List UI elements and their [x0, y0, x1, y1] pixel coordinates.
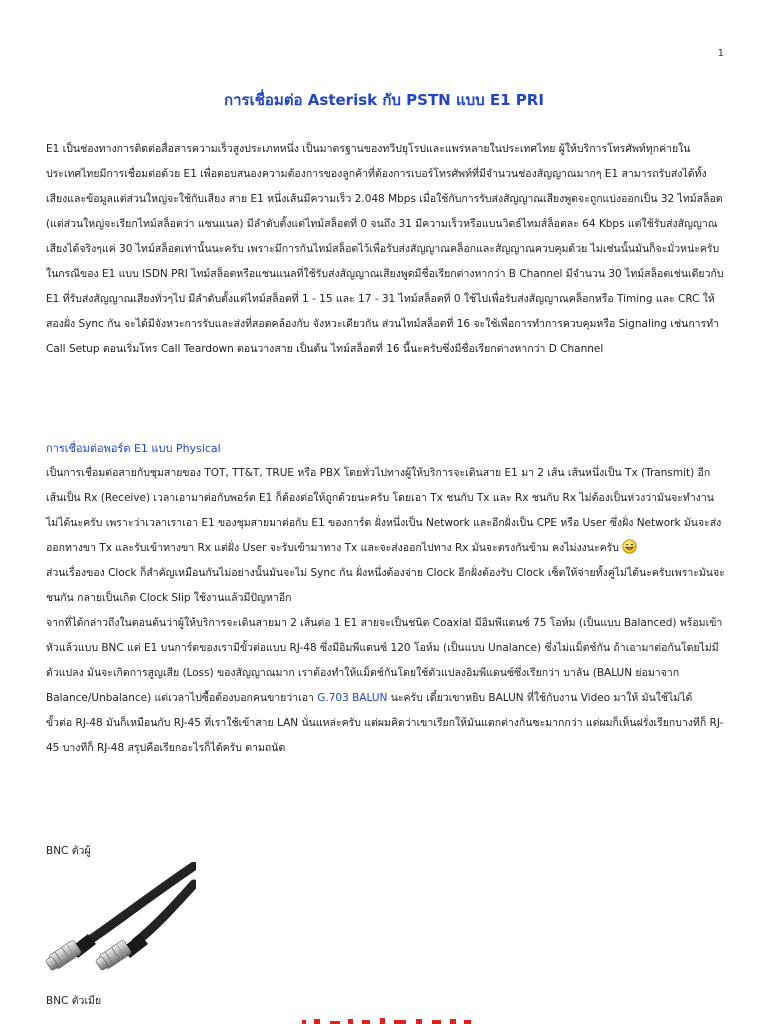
intro-section: [46, 137, 726, 362]
physical-paragraph-3: [46, 611, 726, 711]
physical-section: [46, 436, 726, 761]
cut-off-red-text-fragment: [296, 1016, 476, 1024]
physical-paragraph-3-text: จากที่ได้กล่าวถึงในตอนต้นว่าผู้ให้บริการจะเดินสายมา 2 เส้นต่อ 1 E1 สายจะเป็นชนิด Coaxial มีอิมพีแดนซ์ 75 โอห์ม (เป็นแบบ Balanced) พร้อมเข้าหัวแล้วแบบ BNC แต่ E1 บนการ์ดของเรามีขั้วต่อแบบ RJ-48 ซึ่งมีอิมพีแดนซ์ 120 โอห์ม (เป็นแบบ Unalance) ซึ่งไม่แม็ตช์กัน ถ้าเอามาต่อกันโดยไม่มีตัวแปลง มันจะเกิดการสูญเสีย (Loss) ของสัญญาณมาก เราต้องทำให้แม็ตช์กันโดยใช้ตัวแปลงอิมพีแดนซ์ซึ่งเรียกว่า บาลัน (BALUN ย่อมาจาก Balance/Unbalance) แต่เวลาไปซื้อต้องบอกคนขายว่าเอา: [46, 617, 723, 704]
bnc-female-label: BNC ตัวเมีย: [46, 995, 102, 1007]
page-number: 1: [717, 48, 724, 59]
physical-paragraph-4: ขั้วต่อ RJ-48 มันก็เหมือนกับ RJ-45 ที่เราใช้เข้าสาย LAN นั่นแหล่ะครับ แต่ผมคิดว่าเขาเรียกให้มันแตกต่างกันซะมากกว่า แต่ผมก็เห็นฝรั่งเรียกบางทีก็ RJ-45 บางทีก็ RJ-48 สรุปคือเรียกอะไรก็ได้ครับ ตามถนัด: [46, 717, 724, 754]
bnc-male-label: BNC ตัวผู้: [46, 845, 91, 857]
physical-paragraph-3-tail: นะครับ เดี๋ยวเขาหยิบ BALUN ที่ใช้กับงาน Video มาให้ มันใช้ไม่ได้: [390, 692, 693, 704]
g703-balun-link[interactable]: G.703 BALUN: [317, 692, 388, 704]
physical-paragraph-2: ส่วนเรื่องของ Clock ก็สำคัญเหมือนกันไม่อย่างนั้นมันจะไม่ Sync กัน ฝั่งหนึ่งต้องจ่าย Clock อีกฝั่งต้องรับ Clock เซ็ตให้จ่ายทั้งคู่ไม่ได้นะครับเพราะมันจะชนกัน กลายเป็นเกิด Clock Slip ใช้งานแล้วมีปัญหาอีก: [46, 567, 725, 604]
page-title: การเชื่อมต่อ Asterisk กับ PSTN แบบ E1 PRI: [224, 91, 544, 109]
section-heading-physical: การเชื่อมต่อพอร์ต E1 แบบ Physical: [46, 442, 221, 455]
intro-paragraph-2: ในกรณีของ E1 แบบ ISDN PRI ไทม์สล็อตหรือแชนแนลที่ใช้รับส่งสัญญาณเสียงพูดมีชื่อเรียกต่างหากว่า B Channel มีจำนวน 30 ไทม์สล็อตเช่นเดียวกับ E1 ที่รับส่งสัญญาณเสียงทั่วๆไป มีลำดับตั้งแต่ไทม์สล็อตที่ 1 - 15 และ 17 - 31 ไทม์สล็อตที่ 0 ใช้ไปเพื่อรับส่งสัญญาณคล็อกหรือ Timing และ CRC ให้สองฝั่ง Sync กัน จะได้มีจังหวะการรับและส่งที่สอดคล้องกับ จังหวะเดียวกัน ส่วนไทม์สล็อตที่ 16 จะใช้เพื่อการทำการควบคุมหรือ Signaling เช่นการทำ Call Setup ตอนเริ่มโทร Call Teardown ตอนวางสาย เป็นต้น ไทม์สล็อตที่ 16 นี้นะครับซึ่งมีชื่อเรียกต่างหากว่า D Channel: [46, 268, 724, 355]
physical-paragraph-1: [46, 461, 726, 561]
bnc-male-connector-icon: [44, 862, 196, 980]
intro-paragraph-1: E1 เป็นช่องทางการติดต่อสื่อสารความเร็วสูงประเภทหนึ่ง เป็นมาตรฐานของทวีปยุโรปและแพร่หลายในประเทศไทย ผู้ให้บริการโทรศัพท์ทุกค่ายในประเทศไทยมีการเชื่อมต่อด้วย E1 เพื่อตอบสนองความต้องการของลูกค้าที่ต้องการเบอร์โทรศัพท์ที่มีจำนวนช่องสัญญาณมากๆ E1 สามารถรับส่งได้ทั้งเสียงและข้อมูลแต่ส่วนใหญ่จะใช้กับเสียง สาย E1 หนึ่งเส้นมีความเร็ว 2.048 Mbps เมื่อใช้กับการรับส่งสัญญาณเสียงพูดจะถูกแบ่งออกเป็น 32 ไทม์สล็อต (แต่ส่วนใหญ่จะเรียกไทม์สล็อตว่า แชนแนล) มีลำดับตั้งแต่ไทม์สล็อตที่ 0 จนถึง 31 มีความเร็วหรือแบนวิดธ์ไทมส์ล็อตละ 64 Kbps แต่ใช้รับส่งสัญญาณเสียงได้จริงๆแค่ 30 ไทม์สล็อตเท่านั้นนะครับ เพราะมีการกันไทม์สล็อตไว้เพื่อรับส่งสัญญาณคล็อกและสัญญาณควบคุมด้วย ไม่เช่นนั้นมันก็จะมั่วหน่ะครับ: [46, 143, 723, 255]
grinning-smiley-icon: [622, 539, 637, 554]
physical-paragraph-1-text: เป็นการเชื่อมต่อสายกับชุมสายของ TOT, TT&T, TRUE หรือ PBX โดยทั่วไปทางผู้ให้บริการจะเดินสาย E1 มา 2 เส้น เส้นหนึ่งเป็น Tx (Transmit) อีกเส้นเป็น Rx (Receive) เวลาเอามาต่อกับพอร์ต E1 ก็ต้องต่อให้ถูกด้วยนะครับ โดยเอา Tx ชนกับ Tx และ Rx ชนกับ Rx ไม่ต้องเป็นห่วงว่ามันจะทำงานไม่ได้นะครับ เพราะว่าเวลาเราเอา E1 ของชุมสายมาต่อกับ E1 ของการ์ด ฝั่งหนึ่งเป็น Network และอีกฝั่งเป็น CPE หรือ User ซึ่งฝั่ง Network มันจะส่งออกทางขา Tx และรับเข้าทางขา Rx แต่ฝั่ง User จะรับเข้ามาทาง Tx และจะส่งออกไปทาง Rx มันจะตรงกันข้าม คงไม่งงนะครับ: [46, 467, 722, 554]
